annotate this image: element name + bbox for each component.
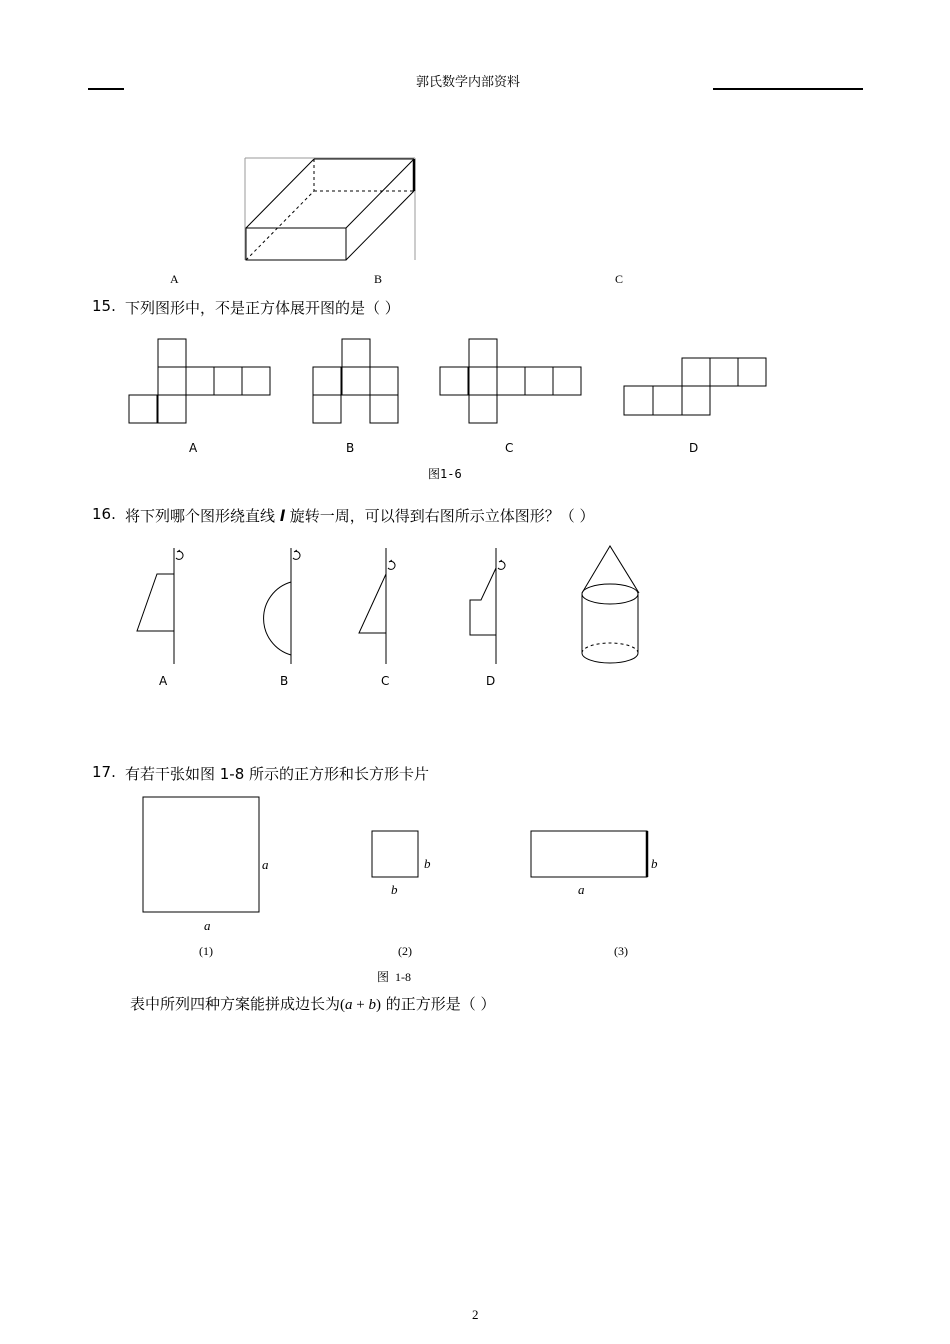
q14-label-b: B bbox=[374, 272, 383, 286]
q17-card-1-square bbox=[142, 796, 262, 916]
q16-label-a: A bbox=[159, 674, 168, 688]
q15-net-d bbox=[623, 357, 768, 419]
q15-number: 15. bbox=[92, 297, 116, 315]
q17-card-2-label: (2) bbox=[398, 944, 412, 958]
q17-card-2-side-label: b bbox=[424, 856, 431, 871]
q15-label-c: C bbox=[505, 441, 514, 455]
page-number: 2 bbox=[472, 1307, 479, 1322]
q17-line2-after: 的正方形是（ ） bbox=[380, 995, 496, 1013]
q16-line-var: l bbox=[279, 507, 285, 525]
q14-label-a: A bbox=[170, 272, 179, 286]
q17-card-1-bottom-label: a bbox=[204, 918, 211, 933]
q15-label-b: B bbox=[346, 441, 355, 455]
q15-text: 下列图形中，不是正方体展开图的是（ ） bbox=[125, 299, 400, 317]
q16-number: 16. bbox=[92, 505, 116, 523]
header-title: 郭氏数学内部资料 bbox=[416, 75, 521, 90]
q17-expr-b: b bbox=[368, 997, 376, 1013]
q15-label-a: A bbox=[189, 441, 198, 455]
q17-expr-close: ) bbox=[375, 997, 381, 1013]
q16-figure-b bbox=[245, 546, 305, 666]
header-rule-right bbox=[713, 88, 863, 90]
q17-line2 bbox=[130, 993, 496, 1014]
q17-card-1-label: (1) bbox=[199, 944, 213, 958]
q17-card-3-bottom-label: a bbox=[578, 882, 585, 897]
q14-label-c: C bbox=[615, 272, 624, 286]
q16-text-before: 将下列哪个图形绕直线 bbox=[125, 507, 280, 525]
q15-net-c bbox=[439, 338, 584, 426]
q16-figure-a bbox=[130, 546, 190, 666]
q17-caption: 图 1-8 bbox=[377, 970, 411, 984]
q16-label-c: C bbox=[381, 674, 390, 688]
q15-label-d: D bbox=[689, 441, 699, 455]
q17-number: 17. bbox=[92, 763, 116, 781]
q16-label-d: D bbox=[486, 674, 496, 688]
q16-figure-d bbox=[460, 546, 520, 666]
q16-text-after: 旋转一周，可以得到右图所示立体图形？（ ） bbox=[284, 507, 595, 525]
q17-expr-open: ( bbox=[340, 997, 346, 1013]
q16-figure-c bbox=[350, 546, 410, 666]
q15-net-a bbox=[128, 338, 273, 426]
q17-card-3-label: (3) bbox=[614, 944, 628, 958]
q17-expression bbox=[340, 997, 381, 1013]
q17-expr-a: a bbox=[345, 997, 353, 1013]
q17-text: 有若干张如图 1-8 所示的正方形和长方形卡片 bbox=[125, 765, 430, 783]
q17-card-3-rectangle bbox=[530, 830, 652, 880]
q15-net-b bbox=[312, 338, 402, 426]
q17-line2-before: 表中所列四种方案能拼成边长为 bbox=[130, 995, 341, 1013]
q16-solid-figure bbox=[578, 543, 646, 671]
q16-label-b: B bbox=[280, 674, 289, 688]
q15-caption: 图1-6 bbox=[428, 467, 462, 481]
q16-text bbox=[125, 505, 594, 526]
q17-expr-plus: + bbox=[352, 997, 369, 1013]
q17-card-2-bottom-label: b bbox=[391, 882, 398, 897]
q14-box-figure bbox=[240, 150, 425, 265]
q17-card-2-square bbox=[371, 830, 421, 880]
q17-card-3-side-label: b bbox=[651, 856, 658, 871]
q17-card-1-side-label: a bbox=[262, 857, 269, 872]
header-rule-left bbox=[88, 88, 124, 90]
